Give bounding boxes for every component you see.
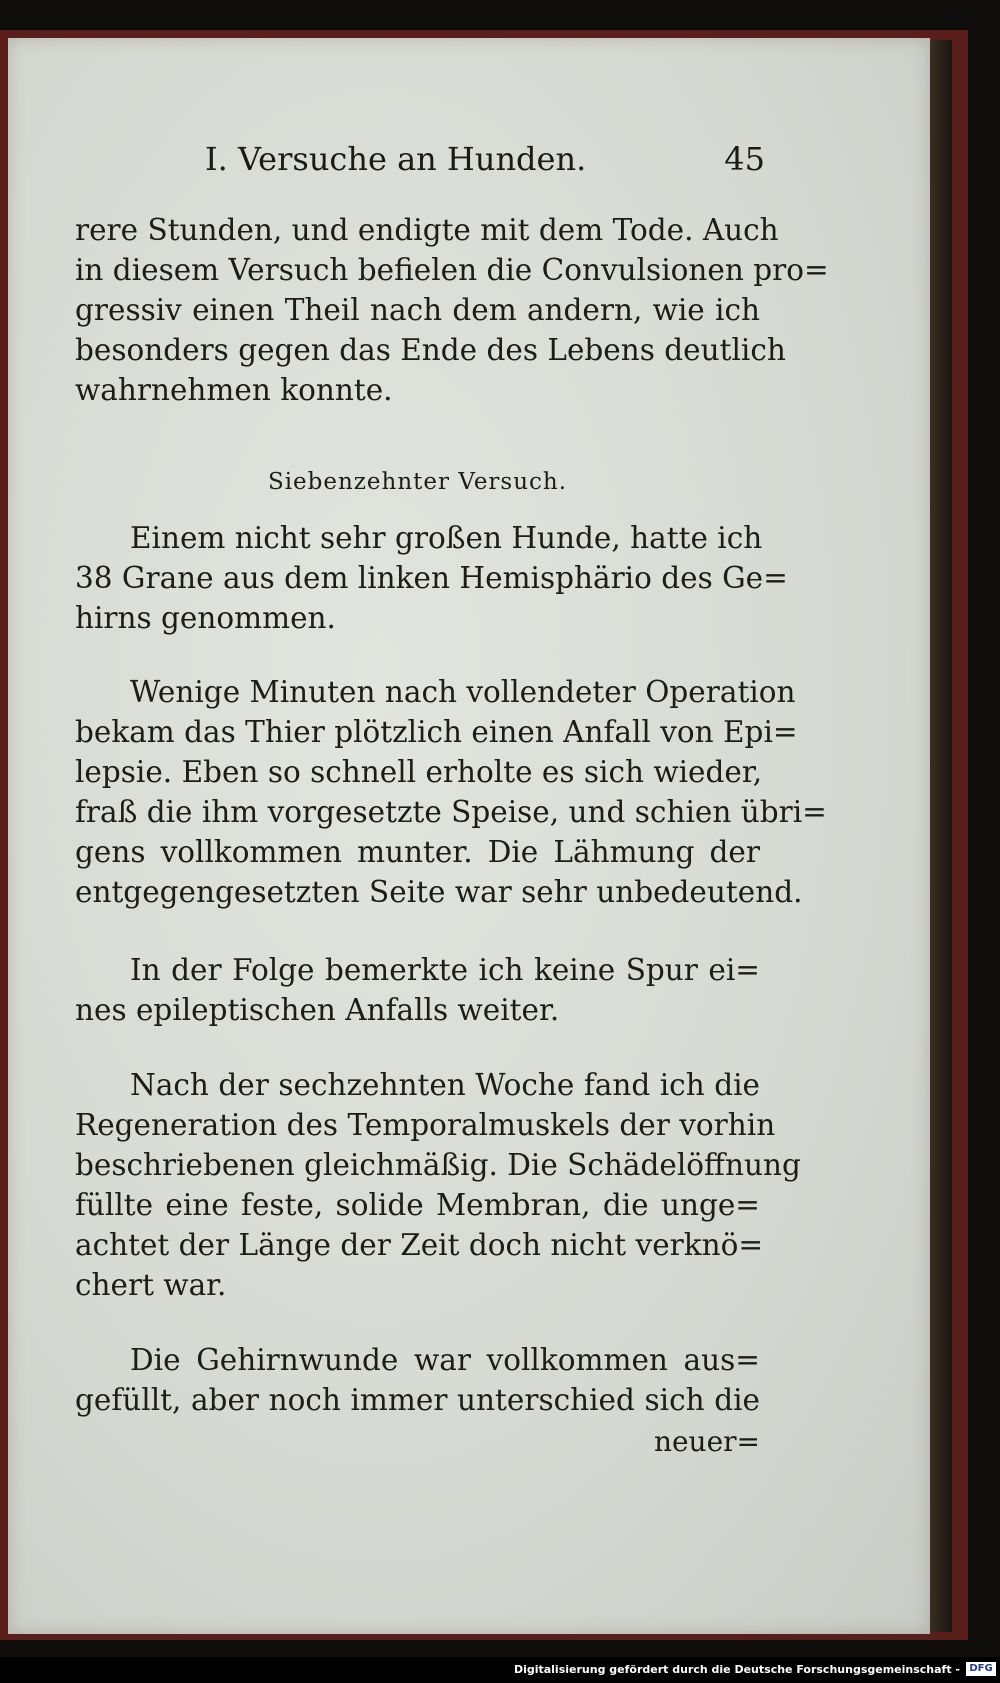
paragraph-3 (75, 672, 827, 912)
text-line: besonders gegen das Ende des Lebens deutlich (75, 333, 786, 367)
text-line: lepsie. Eben so schnell erholte es sich wieder, (75, 755, 763, 789)
paragraph-5 (75, 1065, 801, 1305)
header-title: I. Versuche an Hunden. (205, 140, 587, 178)
dfg-logo: DFG (966, 1662, 996, 1676)
footer-credit: Digitalisierung gefördert durch die Deutsche Forschungsgemeinschaft - (513, 1663, 960, 1676)
text-line: Wenige Minuten nach vollendeter Operation (130, 675, 796, 709)
paragraph-6 (75, 1340, 760, 1420)
text-line: fraß die ihm vorgesetzte Speise, und schien übri= (75, 795, 827, 829)
digitization-footer (0, 1657, 1000, 1683)
running-header (205, 140, 765, 180)
text-line: In der Folge bemerkte ich keine Spur ei= (130, 953, 760, 987)
text-line: chert war. (75, 1268, 227, 1302)
text-line: gressiv einen Theil nach dem andern, wie ich (75, 293, 760, 327)
text-line: Einem nicht sehr großen Hunde, hatte ich (130, 521, 763, 555)
text-line: beschriebenen gleichmäßig. Die Schädelöffnung (75, 1148, 801, 1182)
text-line: gens vollkommen munter. Die Lähmung der (75, 835, 760, 869)
paragraph-4 (75, 950, 760, 1030)
text-line: Die Gehirnwunde war vollkommen aus= (130, 1343, 760, 1377)
text-line: rere Stunden, und endigte mit dem Tode. Auch (75, 213, 779, 247)
paragraph-2 (75, 518, 788, 638)
text-line: entgegengesetzten Seite war sehr unbedeutend. (75, 875, 803, 909)
text-line: Regeneration des Temporalmuskels der vorhin (75, 1108, 776, 1142)
text-line: gefüllt, aber noch immer unterschied sich die (75, 1383, 760, 1417)
section-heading: Siebenzehnter Versuch. (267, 469, 568, 495)
text-line: bekam das Thier plötzlich einen Anfall von Epi= (75, 715, 798, 749)
text-line: Nach der sechzehnten Woche fand ich die (130, 1068, 760, 1102)
page-number: 45 (724, 140, 765, 178)
text-line: nes epileptischen Anfalls weiter. (75, 993, 560, 1027)
page-fore-edge (930, 40, 952, 1632)
catchword: neuer= (653, 1425, 760, 1458)
paragraph-1 (75, 210, 829, 410)
text-line: hirns genommen. (75, 601, 336, 635)
text-line: füllte eine feste, solide Membran, die unge= (75, 1188, 760, 1222)
text-line: 38 Grane aus dem linken Hemisphärio des Ge= (75, 561, 788, 595)
text-line: achtet der Länge der Zeit doch nicht verknö= (75, 1228, 764, 1262)
text-line: in diesem Versuch befielen die Convulsionen pro= (75, 253, 829, 287)
text-line: wahrnehmen konnte. (75, 373, 393, 407)
